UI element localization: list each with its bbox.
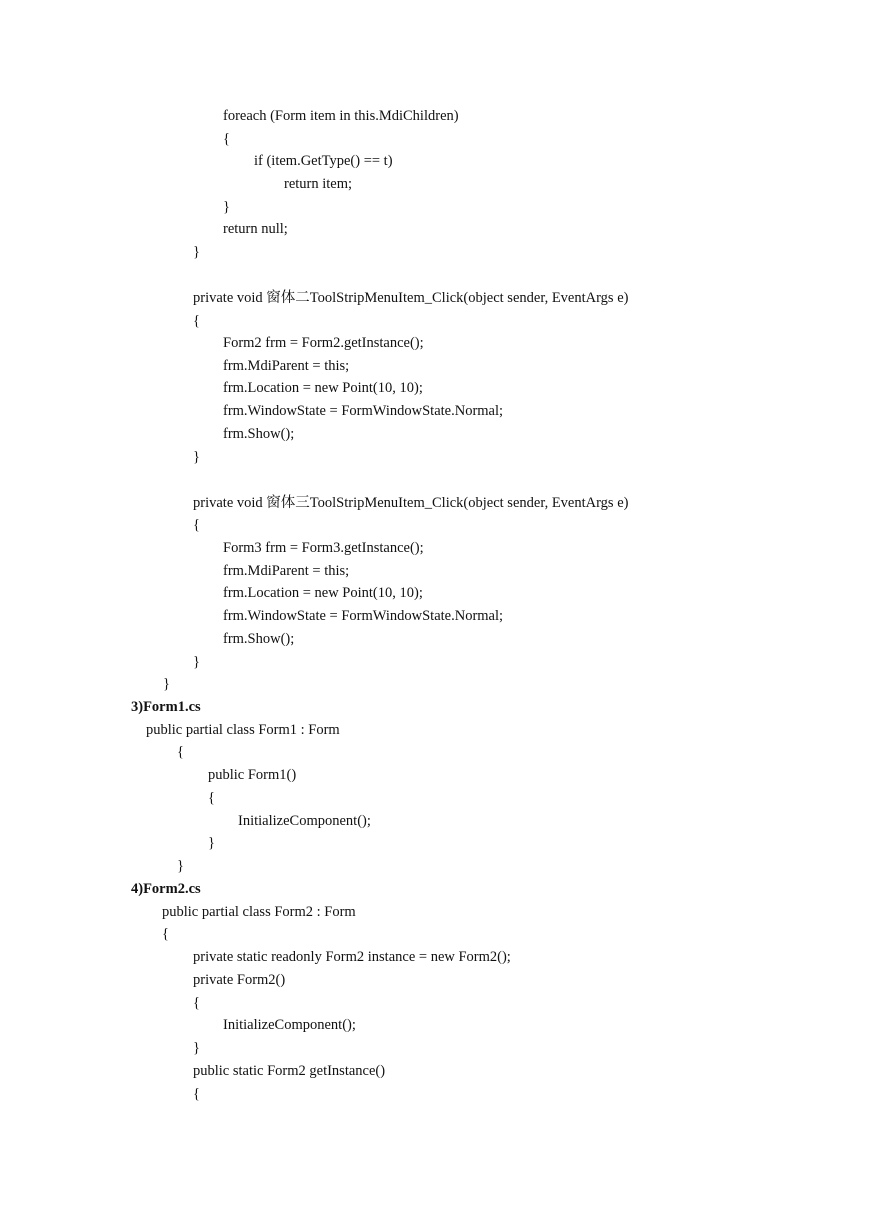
code-line: } (193, 654, 200, 670)
code-line: } (193, 1040, 200, 1056)
code-line: } (193, 244, 200, 260)
code-line: public partial class Form1 : Form (146, 722, 340, 738)
code-line: return item; (284, 176, 353, 192)
section-heading: 4)Form2.cs (131, 881, 201, 897)
code-line: frm.WindowState = FormWindowState.Normal; (223, 608, 504, 624)
code-line: } (208, 835, 215, 851)
code-line: frm.Show(); (223, 426, 295, 442)
code-line: { (177, 744, 184, 760)
code-line: } (193, 449, 200, 465)
code-line: return null; (223, 221, 288, 237)
code-line: public static Form2 getInstance() (193, 1063, 386, 1079)
code-line: frm.WindowState = FormWindowState.Normal; (223, 403, 504, 419)
section-heading: 3)Form1.cs (131, 699, 201, 715)
code-line: { (193, 517, 200, 533)
code-line: Form3 frm = Form3.getInstance(); (223, 540, 424, 556)
code-line: } (223, 199, 230, 215)
code-line: } (163, 676, 170, 692)
code-line: { (223, 131, 230, 147)
code-line: if (item.GetType() == t) (254, 153, 393, 169)
code-line: public Form1() (208, 767, 297, 783)
code-line: InitializeComponent(); (223, 1017, 356, 1033)
code-line: { (208, 790, 215, 806)
code-line: { (193, 1086, 200, 1102)
code-line: { (162, 926, 169, 942)
code-line: frm.Location = new Point(10, 10); (223, 585, 423, 601)
code-line: frm.Show(); (223, 631, 295, 647)
code-line: { (193, 313, 200, 329)
code-line: foreach (Form item in this.MdiChildren) (223, 108, 459, 124)
code-line: private static readonly Form2 instance = new Form2(); (193, 949, 511, 965)
code-line: { (193, 995, 200, 1011)
code-line: frm.MdiParent = this; (223, 358, 350, 374)
code-line: } (177, 858, 184, 874)
code-line: private void 窗体三ToolStripMenuItem_Click(object sender, EventArgs e) (193, 495, 629, 511)
code-line: frm.MdiParent = this; (223, 563, 350, 579)
code-line: frm.Location = new Point(10, 10); (223, 380, 423, 396)
code-line: private void 窗体二ToolStripMenuItem_Click(object sender, EventArgs e) (193, 290, 629, 306)
code-line: private Form2() (193, 972, 286, 988)
code-line: public partial class Form2 : Form (162, 904, 356, 920)
code-line: Form2 frm = Form2.getInstance(); (223, 335, 424, 351)
code-line: InitializeComponent(); (238, 813, 371, 829)
